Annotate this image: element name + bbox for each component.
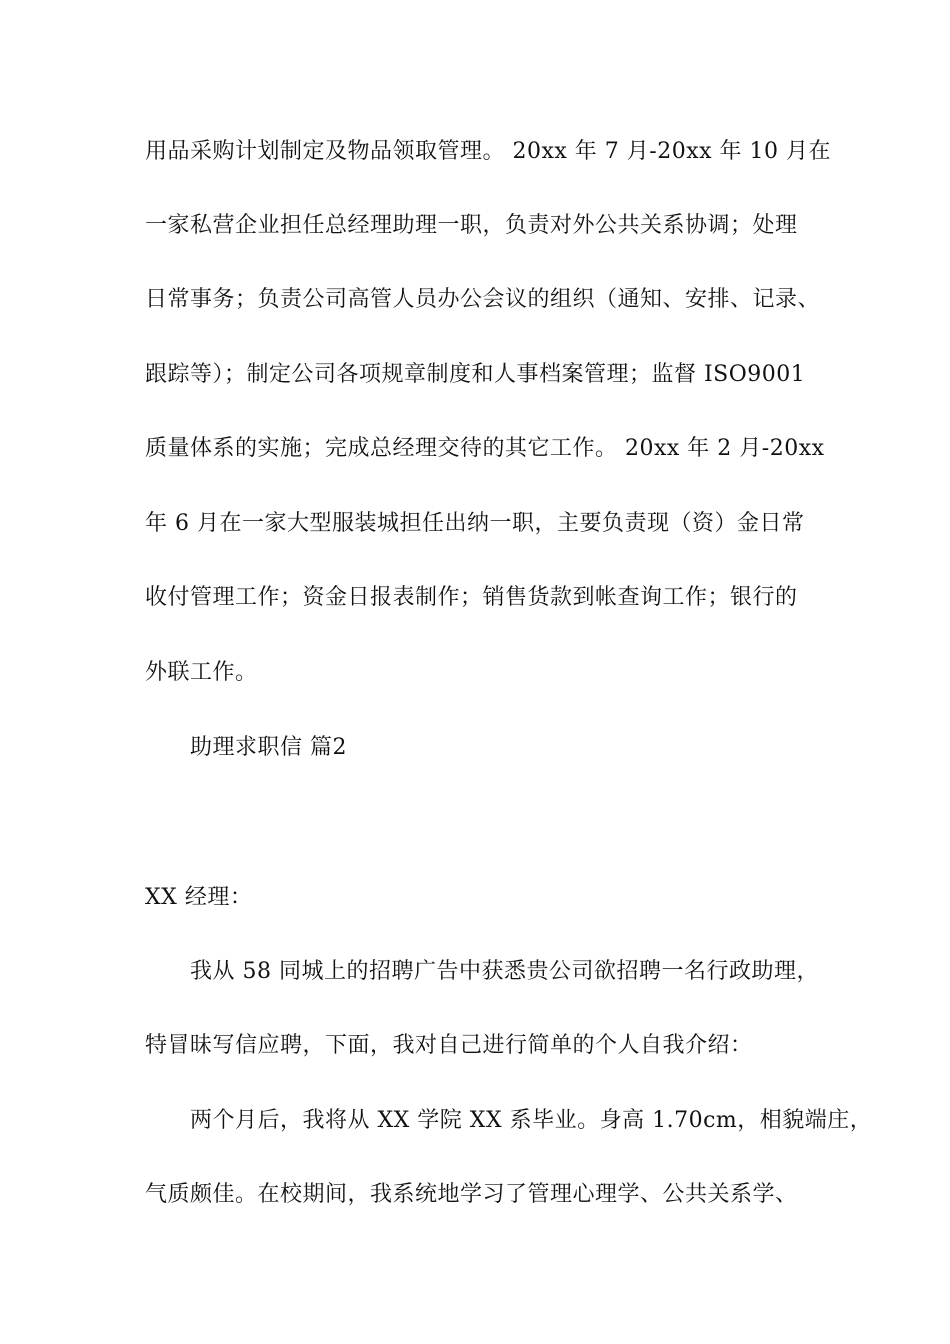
salutation: XX 经理： [145, 885, 253, 910]
text-line: 年 6 月在一家大型服装城担任出纳一职，主要负责现（资）金日常 [145, 511, 805, 536]
text-line: 一家私营企业担任总经理助理一职，负责对外公共关系协调；处理 [145, 213, 798, 238]
text-line: 用品采购计划制定及物品领取管理。 20xx 年 7 月-20xx 年 10 月在 [145, 139, 831, 164]
text-line: 质量体系的实施；完成总经理交待的其它工作。 20xx 年 2 月-20xx [145, 436, 825, 461]
text-line: 我从 58 同城上的招聘广告中获悉贵公司欲招聘一名行政助理， [190, 959, 819, 984]
text-line: 收付管理工作；资金日报表制作；销售货款到帐查询工作；银行的 [145, 585, 798, 610]
section-heading: 助理求职信 篇2 [190, 735, 347, 760]
text-line: 跟踪等）；制定公司各项规章制度和人事档案管理；监督 ISO9001 [145, 362, 806, 387]
text-line: 外联工作。 [145, 660, 258, 685]
text-line: 日常事务；负责公司高管人员办公会议的组织（通知、安排、记录、 [145, 287, 821, 312]
text-line: 气质颇佳。在校期间，我系统地学习了管理心理学、公共关系学、 [145, 1182, 798, 1207]
text-line: 两个月后，我将从 XX 学院 XX 系毕业。身高 1.70cm，相貌端庄， [190, 1108, 873, 1133]
text-line: 特冒昧写信应聘，下面，我对自己进行简单的个人自我介绍： [145, 1033, 753, 1058]
